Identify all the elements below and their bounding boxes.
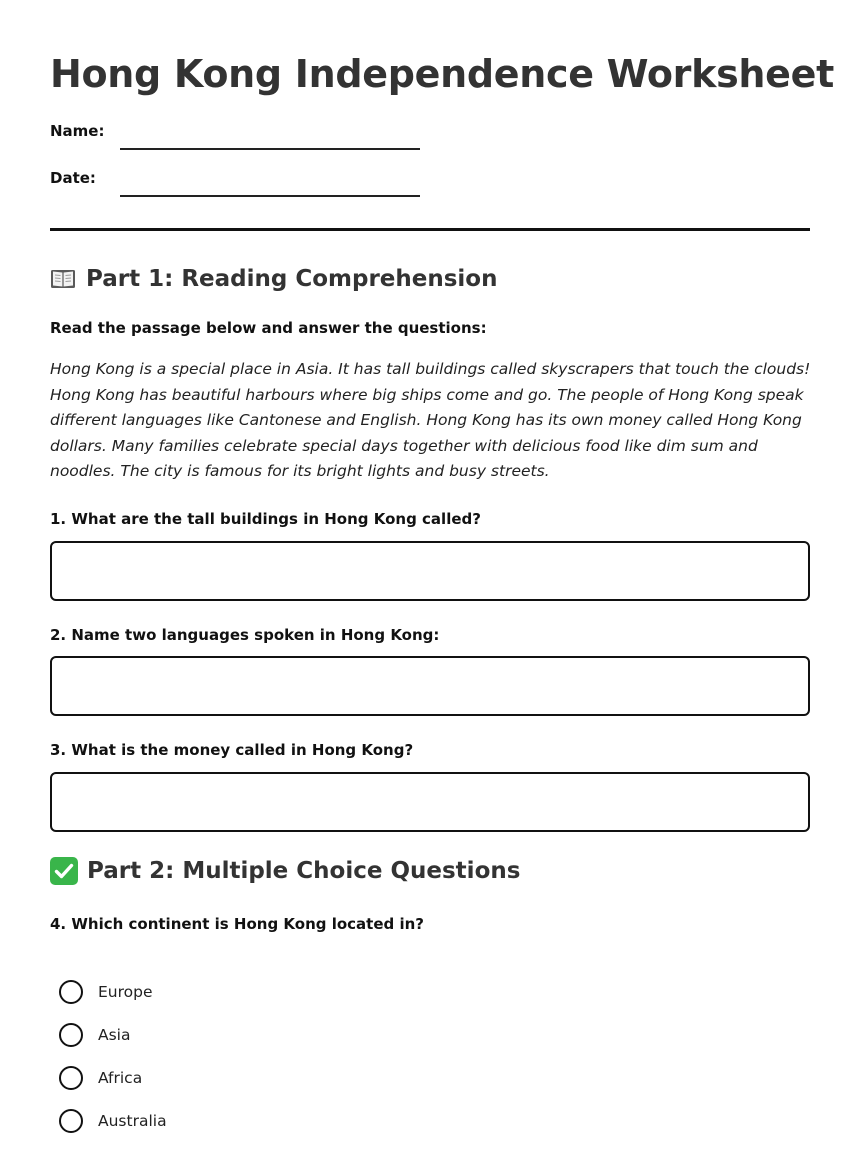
header-divider [50,228,810,231]
question-2: 2. Name two languages spoken in Hong Kong: [50,626,440,644]
option-label: Asia [98,1026,131,1044]
option-australia[interactable] [59,1109,167,1133]
date-label: Date: [50,169,96,187]
page-title: Hong Kong Independence Worksheet [50,52,834,96]
option-label: Europe [98,983,153,1001]
part1-instruction: Read the passage below and answer the questions: [50,319,487,337]
name-field-row [50,122,420,140]
option-label: Africa [98,1069,143,1087]
name-input[interactable] [120,130,420,150]
part2-heading [50,857,520,885]
answer-1-input[interactable] [50,541,810,601]
date-input[interactable] [120,177,420,197]
date-field-row [50,169,420,187]
answer-3-input[interactable] [50,772,810,832]
option-europe[interactable] [59,980,153,1004]
question-3: 3. What is the money called in Hong Kong? [50,741,414,759]
radio-button[interactable] [59,980,83,1004]
option-asia[interactable] [59,1023,130,1047]
part1-heading [50,266,497,292]
radio-button[interactable] [59,1066,83,1090]
question-1: 1. What are the tall buildings in Hong Kong called? [50,510,481,528]
answer-2-input[interactable] [50,656,810,716]
part2-title: Part 2: Multiple Choice Questions [87,858,521,884]
reading-passage: Hong Kong is a special place in Asia. It has tall buildings called skyscrapers that touch the clouds! Hong Kong has beautiful harbours where big ships come and go. The people of Hong Kong speak different languages like Cantonese and English. Hong Kong has its own money called Hong Kong dollars. Many families celebrate special days together with delicious food like dim sum and noodles. The city is famous for its bright lights and busy streets. [50,360,811,481]
radio-button[interactable] [59,1023,83,1047]
option-label: Australia [98,1112,167,1130]
check-mark-button-icon [50,857,78,885]
open-book-icon [50,268,76,290]
name-label: Name: [50,122,105,140]
option-africa[interactable] [59,1066,142,1090]
part1-title: Part 1: Reading Comprehension [86,266,498,292]
question-4: 4. Which continent is Hong Kong located in? [50,915,425,933]
radio-button[interactable] [59,1109,83,1133]
